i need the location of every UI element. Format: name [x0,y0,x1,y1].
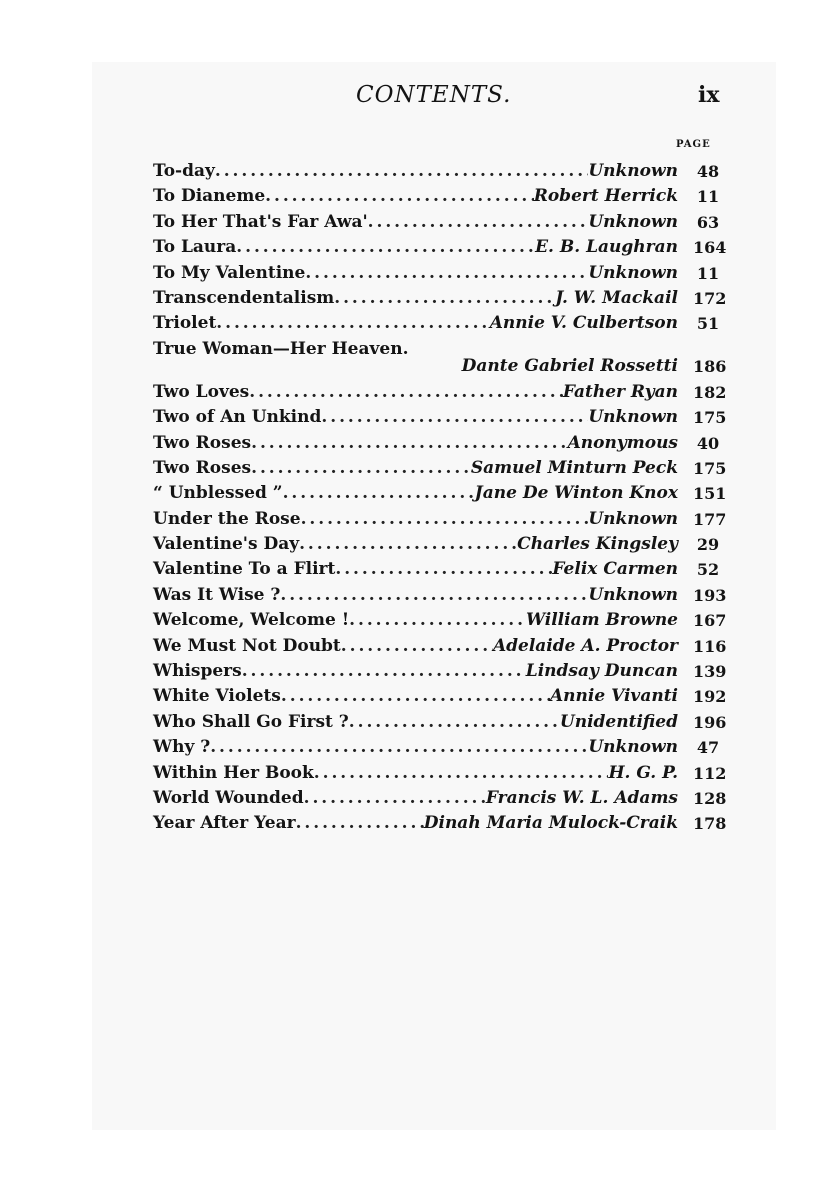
entry-page: 196 [693,712,727,732]
dot-leader [299,532,517,557]
entry-page: 139 [693,662,727,682]
toc-entry [153,431,728,456]
entry-page: 175 [693,458,727,478]
entry-title: Two Roses [153,457,252,478]
entry-title: Year After Year [153,813,296,834]
entry-author: Francis W. L. Adams [485,787,678,808]
running-title: CONTENTS. [356,82,512,108]
dot-leader [349,608,526,633]
entry-page: 11 [696,187,720,207]
toc-entry [153,159,728,184]
entry-title: Valentine To a Flirt [153,559,336,580]
entry-author: Samuel Minturn Peck [470,457,678,478]
entry-author: Annie Vivanti [549,686,678,707]
toc-entry [153,761,728,786]
dot-leader [251,456,471,481]
dot-leader [314,761,609,786]
entry-title: Whispers [153,661,242,682]
entry-title: True Woman—Her Heaven. [153,338,409,359]
entry-page: 164 [693,238,727,258]
dot-leader [251,431,568,456]
entry-title: World Wounded [153,787,304,808]
dot-leader [304,786,486,811]
entry-author: Felix Carmen [552,559,678,580]
page-number: ix [698,82,720,108]
entry-title: “ Unblessed ” [153,483,283,504]
entry-author: Unknown [588,508,678,529]
entry-page: 40 [696,433,720,453]
entry-title: Was It Wise ? [153,584,281,605]
entry-author: Jane De Winton Knox [474,483,678,504]
dot-leader [368,210,589,235]
entry-author: William Browne [525,610,678,631]
entry-author: Anonymous [567,432,678,453]
toc-entry [153,380,728,405]
entry-title: To-day [153,161,215,181]
dot-leader [281,684,550,709]
entry-page: 116 [693,636,727,656]
dot-leader [242,659,526,684]
entry-title: Triolet [153,313,217,334]
entry-page: 51 [696,314,720,334]
entry-page: 47 [696,738,720,758]
toc-entry [153,532,728,557]
entry-title: To My Valentine [153,262,306,283]
entry-author: Unknown [588,161,678,181]
entry-author: Adelaide A. Proctor [492,635,678,656]
entry-title: Within Her Book [153,762,314,783]
entry-author: H. G. P. [608,762,678,783]
toc-entry [153,786,728,811]
entry-page: 175 [693,408,727,428]
entry-title: Under the Rose [153,508,301,529]
toc-entry [153,210,728,235]
entry-author: Unknown [588,262,678,283]
entry-page: 193 [693,585,727,605]
entry-title: White Violets [153,686,281,707]
toc-entry [153,811,728,836]
entry-page: 186 [693,356,727,376]
toc-entry [153,735,728,760]
entry-page: 167 [693,611,727,631]
entry-author: Dinah Maria Mulock-Craik [423,813,678,834]
toc-entry [153,456,728,481]
dot-leader [335,557,552,582]
toc-entry [153,481,728,506]
dot-leader [236,235,535,260]
entry-title: To Dianeme [153,186,266,207]
entry-title: Two of An Unkind [153,407,322,428]
dot-leader [349,710,560,735]
dot-leader [216,311,489,336]
entry-title: Two Loves [153,381,250,402]
dot-leader [215,159,588,184]
dot-leader [210,735,588,760]
entry-author: Unknown [588,584,678,605]
dot-leader [305,261,588,286]
entry-page: 52 [696,560,720,580]
page-column-label: PAGE [676,139,711,150]
entry-title: Who Shall Go First ? [153,711,349,732]
toc-entry [153,311,728,336]
entry-author: Unknown [588,407,678,428]
entry-page: 112 [693,763,727,783]
entry-page: 151 [693,484,727,504]
dot-leader [265,184,534,209]
table-of-contents [153,159,728,837]
entry-page: 29 [696,535,720,555]
dot-leader [280,583,588,608]
toc-entry [153,557,728,582]
toc-entry [153,710,728,735]
toc-entry [153,235,728,260]
toc-entry [153,286,728,311]
toc-entry [153,337,728,380]
dot-leader [341,634,493,659]
entry-author: Father Ryan [562,381,678,402]
toc-entry [153,684,728,709]
dot-leader [321,405,588,430]
entry-page: 177 [693,509,727,529]
toc-entry [153,608,728,633]
entry-page: 48 [696,162,720,181]
entry-title: Valentine's Day [153,534,300,555]
entry-author: Dante Gabriel Rossetti [461,355,678,376]
dot-leader [283,481,475,506]
entry-title: To Her That's Far Awa' [153,211,368,232]
entry-title: To Laura [153,237,237,258]
toc-entry [153,405,728,430]
entry-author: Robert Herrick [533,186,678,207]
entry-author: Unknown [588,737,678,758]
toc-entry [153,184,728,209]
entry-author: Unknown [588,211,678,232]
entry-page: 182 [693,382,727,402]
toc-entry [153,659,728,684]
dot-leader [296,811,424,836]
entry-author: Annie V. Culbertson [489,313,678,334]
entry-title: We Must Not Doubt [153,635,341,656]
entry-author: Charles Kingsley [517,534,678,555]
entry-page: 172 [693,288,727,308]
dot-leader [334,286,555,311]
toc-entry [153,583,728,608]
entry-title: Transcendentalism [153,287,335,308]
entry-title: Welcome, Welcome ! [153,610,350,631]
entry-page: 178 [693,814,727,834]
entry-page: 192 [693,687,727,707]
entry-page: 128 [693,788,727,808]
page-header [0,82,840,112]
entry-title: Why ? [153,737,211,758]
dot-leader [249,380,563,405]
toc-entry [153,507,728,532]
entry-author: J. W. Mackail [555,287,678,308]
entry-author: E. B. Laughran [535,237,678,258]
entry-page: 11 [696,263,720,283]
entry-title: Two Roses [153,432,252,453]
toc-entry [153,261,728,286]
toc-entry [153,634,728,659]
dot-leader [301,507,589,532]
entry-author: Lindsay Duncan [525,661,678,682]
entry-page: 63 [696,212,720,232]
entry-author: Unidentified [559,711,678,732]
